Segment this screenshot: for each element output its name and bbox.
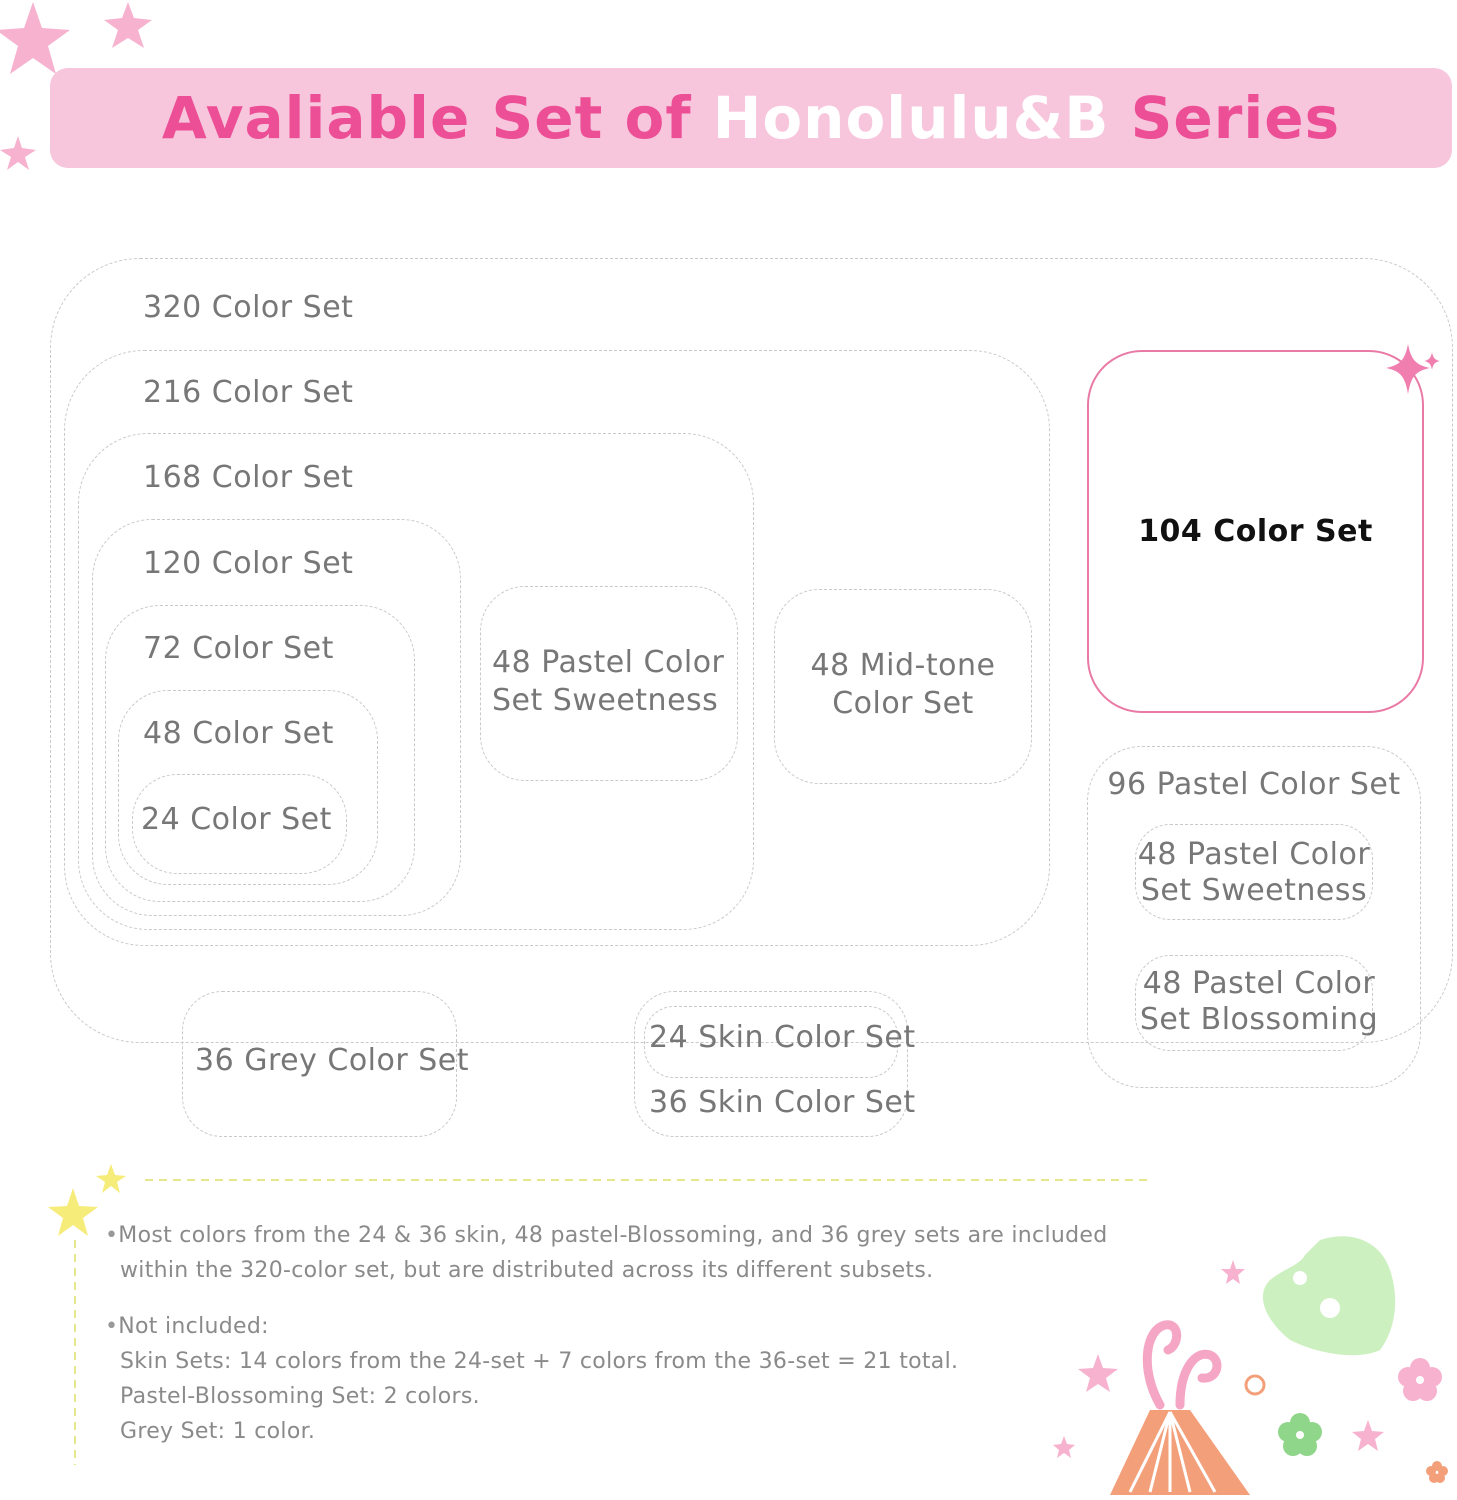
flower-icon (1278, 1413, 1322, 1456)
shell-icon (1246, 1376, 1264, 1394)
star-icon (96, 1164, 126, 1193)
note-line (105, 1218, 1107, 1253)
label-24-skin: 24 Skin Color Set (649, 1020, 916, 1055)
label-104-set: 104 Color Set (1138, 514, 1373, 549)
label-120-set: 120 Color Set (143, 546, 354, 581)
label-168-set: 168 Color Set (143, 460, 354, 495)
label-line: 48 Pastel Color (492, 645, 725, 680)
label-line: 48 Pastel Color (1142, 966, 1376, 1001)
note-2 (105, 1309, 958, 1449)
note-text: within the 320-color set, but are distributed across its different subsets. (120, 1258, 934, 1283)
label-line: 48 Pastel Color (1137, 837, 1371, 872)
label-72-set: 72 Color Set (143, 631, 334, 666)
title-part-1: Avaliable Set of (161, 84, 713, 152)
label-48-pastel-sweetness-b (1135, 837, 1373, 909)
bullet: • (105, 1223, 119, 1248)
star-icon (1221, 1260, 1245, 1284)
star-icon (1053, 1436, 1075, 1458)
note-text: Most colors from the 24 & 36 skin, 48 pastel-Blossoming, and 36 grey sets are included (118, 1223, 1108, 1248)
label-36-grey: 36 Grey Color Set (195, 1043, 470, 1078)
note-text: Grey Set: 1 color. (120, 1419, 316, 1444)
label-96-pastel: 96 Pastel Color Set (1107, 767, 1401, 802)
tropical-illustration (1050, 1220, 1457, 1500)
label-48-pastel-blossoming (1135, 966, 1383, 1038)
title-part-3: Series (1109, 84, 1341, 152)
star-icon (48, 1188, 98, 1236)
star-icon (0, 136, 36, 170)
title-brand: Honolulu&B (712, 84, 1110, 152)
label-48-set: 48 Color Set (143, 716, 334, 751)
note-text: Not included: (118, 1314, 269, 1339)
label-48-pastel-sweetness (492, 644, 724, 720)
label-320-set: 320 Color Set (143, 290, 354, 325)
sparkle-icon (1380, 338, 1442, 400)
box-104-set (1087, 350, 1424, 713)
label-216-set: 216 Color Set (143, 375, 354, 410)
label-line: 48 Mid-tone (810, 648, 996, 683)
label-24-set: 24 Color Set (141, 802, 332, 837)
note-text: Pastel-Blossoming Set: 2 colors. (120, 1384, 480, 1409)
label-48-midtone (774, 647, 1032, 723)
note-line (105, 1309, 958, 1344)
label-line: Color Set (832, 686, 974, 721)
label-line: Set Sweetness (492, 683, 719, 718)
page-title (162, 84, 1340, 152)
tiki-icon (1263, 1236, 1395, 1355)
label-line: Set Sweetness (1140, 873, 1368, 908)
star-icon (0, 2, 70, 74)
flower-icon (1426, 1461, 1448, 1483)
title-banner (50, 68, 1452, 168)
star-icon (104, 2, 152, 48)
bullet: • (105, 1314, 119, 1339)
label-line: Set Blossoming (1139, 1002, 1379, 1037)
note-text: Skin Sets: 14 colors from the 24-set + 7 colors from the 36-set = 21 total. (120, 1349, 959, 1374)
star-icon (1352, 1420, 1384, 1451)
label-36-skin: 36 Skin Color Set (649, 1085, 916, 1120)
flower-icon (1398, 1358, 1442, 1401)
star-icon (1078, 1354, 1118, 1392)
note-1 (105, 1218, 1107, 1288)
